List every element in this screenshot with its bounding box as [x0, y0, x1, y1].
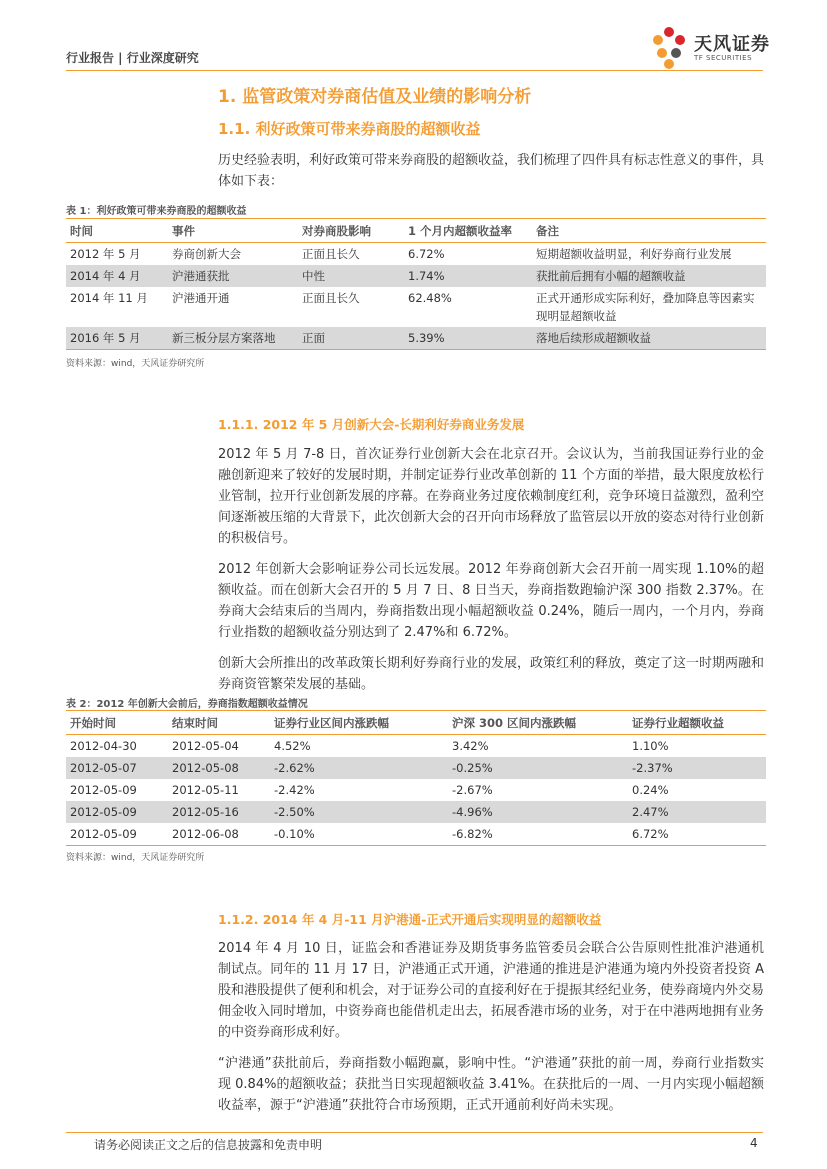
table-cell: 新三板分层方案落地 — [168, 327, 298, 350]
table2-header-row — [66, 711, 766, 735]
subsubsection-heading: 1.1.2. 2014 年 4 月-11 月沪港通-正式开通后实现明显的超额收益 — [218, 912, 602, 927]
table2-header-cell: 开始时间 — [66, 711, 168, 735]
table1-header-cell: 对券商股影响 — [298, 219, 404, 243]
table-row — [66, 779, 766, 801]
table-cell: 2012-05-09 — [70, 783, 137, 797]
table-cell: 2012 年 5 月 — [70, 247, 141, 261]
table-cell: 2012-05-09 — [66, 823, 168, 846]
table-cell: -2.62% — [270, 757, 448, 779]
logo-mark-icon — [648, 24, 692, 72]
table2-header-cell: 证券行业超额收益 — [628, 711, 766, 735]
intro-paragraph — [218, 150, 764, 192]
section-heading: 1. 监管政策对券商估值及业绩的影响分析 — [218, 87, 532, 107]
table2-header-cell: 沪深 300 区间内涨跌幅 — [448, 711, 628, 735]
table2-header-cell: 证券行业区间内涨跌幅 — [270, 711, 448, 735]
table-cell: 落地后续形成超额收益 — [532, 327, 766, 350]
table-cell: 6.72% — [408, 247, 445, 261]
table-cell: 2012-05-07 — [66, 757, 168, 779]
table-cell: -2.42% — [274, 783, 315, 797]
table-cell: 正面且长久 — [302, 291, 360, 305]
subsection-heading: 1.1. 利好政策可带来券商股的超额收益 — [218, 120, 481, 138]
table-row — [66, 735, 766, 758]
table-cell: 2012-05-16 — [168, 801, 270, 823]
paragraph: “沪港通”获批前后，券商指数小幅跑赢，影响中性。“沪港通”获批的前一周，券商行业指数实现 0.84%的超额收益；获批当日实现超额收益 3.41%。在获批后的一周、一月内实现小幅超额收益率，源于“沪港通”获批符合市场预期，正式开通前利好尚未实现。 — [218, 1056, 764, 1113]
table-cell: 5.39% — [404, 327, 532, 350]
table1 — [66, 218, 766, 350]
table-cell: 获批前后拥有小幅的超额收益 — [532, 265, 766, 287]
table1-caption: 表 1：利好政策可带来券商股的超额收益 — [66, 206, 247, 217]
table-cell: 2012-06-08 — [168, 823, 270, 846]
table-cell: 0.24% — [632, 783, 669, 797]
table-cell: 2014 年 4 月 — [66, 265, 168, 287]
sub2-body — [218, 938, 764, 1116]
table-row — [66, 801, 766, 823]
table-cell: 4.52% — [274, 739, 311, 753]
table-cell: 6.72% — [628, 823, 766, 846]
table-cell: 2014 年 11 月 — [70, 291, 148, 305]
table-cell: -0.25% — [448, 757, 628, 779]
table-cell: 中性 — [298, 265, 404, 287]
table2 — [66, 710, 766, 846]
logo-name: 天风证券 — [694, 34, 770, 55]
table-row — [66, 287, 766, 327]
table1-header-cell: 1 个月内超额收益率 — [404, 219, 532, 243]
table-row — [66, 265, 766, 287]
table-row — [66, 243, 766, 266]
table-cell: -2.37% — [628, 757, 766, 779]
table-cell: -6.82% — [448, 823, 628, 846]
table-cell: 短期超额收益明显，利好券商行业发展 — [536, 247, 732, 261]
table-cell: -2.50% — [270, 801, 448, 823]
paragraph: 2014 年 4 月 10 日，证监会和香港证券及期货事务监管委员会联合公告原则性批准沪港通机制试点。同年的 11 月 17 日，沪港通正式开通，沪港通的推进是沪港通为境内外投资者投资 A 股和港股提供了便利和机会，对于证券公司的直接利好在于提振其经纪业务，使券商境内外交易佣金收入同时增加，中资券商也能借机走出去，拓展香港市场的业务，对于在中港两地拥有业务的中资券商形成利好。 — [218, 941, 765, 1040]
table-cell: 沪港通开通 — [172, 291, 230, 305]
table-cell: 1.10% — [632, 739, 669, 753]
table-cell: -4.96% — [448, 801, 628, 823]
page-number: 4 — [750, 1136, 758, 1150]
paragraph: 创新大会所推出的改革政策长期利好券商行业的发展，政策红利的释放，奠定了这一时期两融和券商资管繁荣发展的基础。 — [218, 656, 765, 692]
table2-header-cell: 结束时间 — [168, 711, 270, 735]
table2-source: 资料来源：wind，天风证券研究所 — [66, 853, 205, 863]
table-row — [66, 327, 766, 350]
table-cell: 2.47% — [628, 801, 766, 823]
table1-source: 资料来源：wind，天风证券研究所 — [66, 359, 205, 369]
table-row — [66, 757, 766, 779]
footer-disclaimer: 请务必阅读正文之后的信息披露和免责申明 — [94, 1138, 323, 1152]
table-cell: 正面 — [298, 327, 404, 350]
table-cell: 2012-05-11 — [172, 783, 239, 797]
subsubsection-heading: 1.1.1. 2012 年 5 月创新大会-长期利好券商业务发展 — [218, 417, 525, 432]
table-cell: -2.67% — [452, 783, 493, 797]
table-row — [66, 823, 766, 846]
table1-header-cell: 备注 — [532, 219, 766, 243]
intro-text: 历史经验表明，利好政策可带来券商股的超额收益，我们梳理了四件具有标志性意义的事件，具体如下表： — [218, 153, 765, 189]
table-cell: 沪港通获批 — [168, 265, 298, 287]
paragraph: 2012 年创新大会影响证券公司长远发展。2012 年券商创新大会召开前一周实现 1.10%的超额收益。而在创新大会召开的 5 月 7 日、8 日当天，券商指数跑输沪深 300 指数 2.37%。在券商大会结束后的当周内，券商指数出现小幅超额收益 0.24%，随后一周内，一个月内，券商行业指数的超额收益分别达到了 2.47%和 6.72%。 — [218, 562, 764, 640]
table-cell: 2012-05-08 — [168, 757, 270, 779]
table-cell: 2016 年 5 月 — [66, 327, 168, 350]
header-breadcrumb: 行业报告 | 行业深度研究 — [66, 51, 199, 65]
table-cell: -0.10% — [270, 823, 448, 846]
logo-subtitle: TF SECURITIES — [694, 54, 753, 62]
table-cell: 正面且长久 — [302, 247, 360, 261]
table1-header-cell: 事件 — [168, 219, 298, 243]
table2-caption: 表 2：2012 年创新大会前后，券商指数超额收益情况 — [66, 699, 308, 710]
table-cell: 正式开通形成实际利好，叠加降息等因素实现明显超额收益 — [536, 291, 755, 323]
paragraph: 2012 年 5 月 7-8 日，首次证券行业创新大会在北京召开。会议认为，当前我国证券行业的金融创新迎来了较好的发展时期，并制定证券行业改革创新的 11 个方面的举措，最大限度放松行业管制，拉开行业创新发展的序幕。在券商业务过度依赖制度红利，竞争环境日益激烈，盈利空间逐渐被压缩的大背景下，此次创新大会的召开向市场释放了监管层以开放的姿态对待行业创新的积极信号。 — [218, 447, 765, 546]
sub1-body — [218, 444, 764, 695]
table-cell: 62.48% — [408, 291, 452, 305]
table1-header-row — [66, 219, 766, 243]
table-cell: 3.42% — [452, 739, 489, 753]
table-cell: 2012-05-09 — [66, 801, 168, 823]
footer-divider — [66, 1132, 763, 1133]
table1-header-cell: 时间 — [66, 219, 168, 243]
table-cell: 1.74% — [404, 265, 532, 287]
table-cell: 券商创新大会 — [172, 247, 241, 261]
table-cell: 2012-04-30 — [70, 739, 137, 753]
table-cell: 2012-05-04 — [172, 739, 239, 753]
